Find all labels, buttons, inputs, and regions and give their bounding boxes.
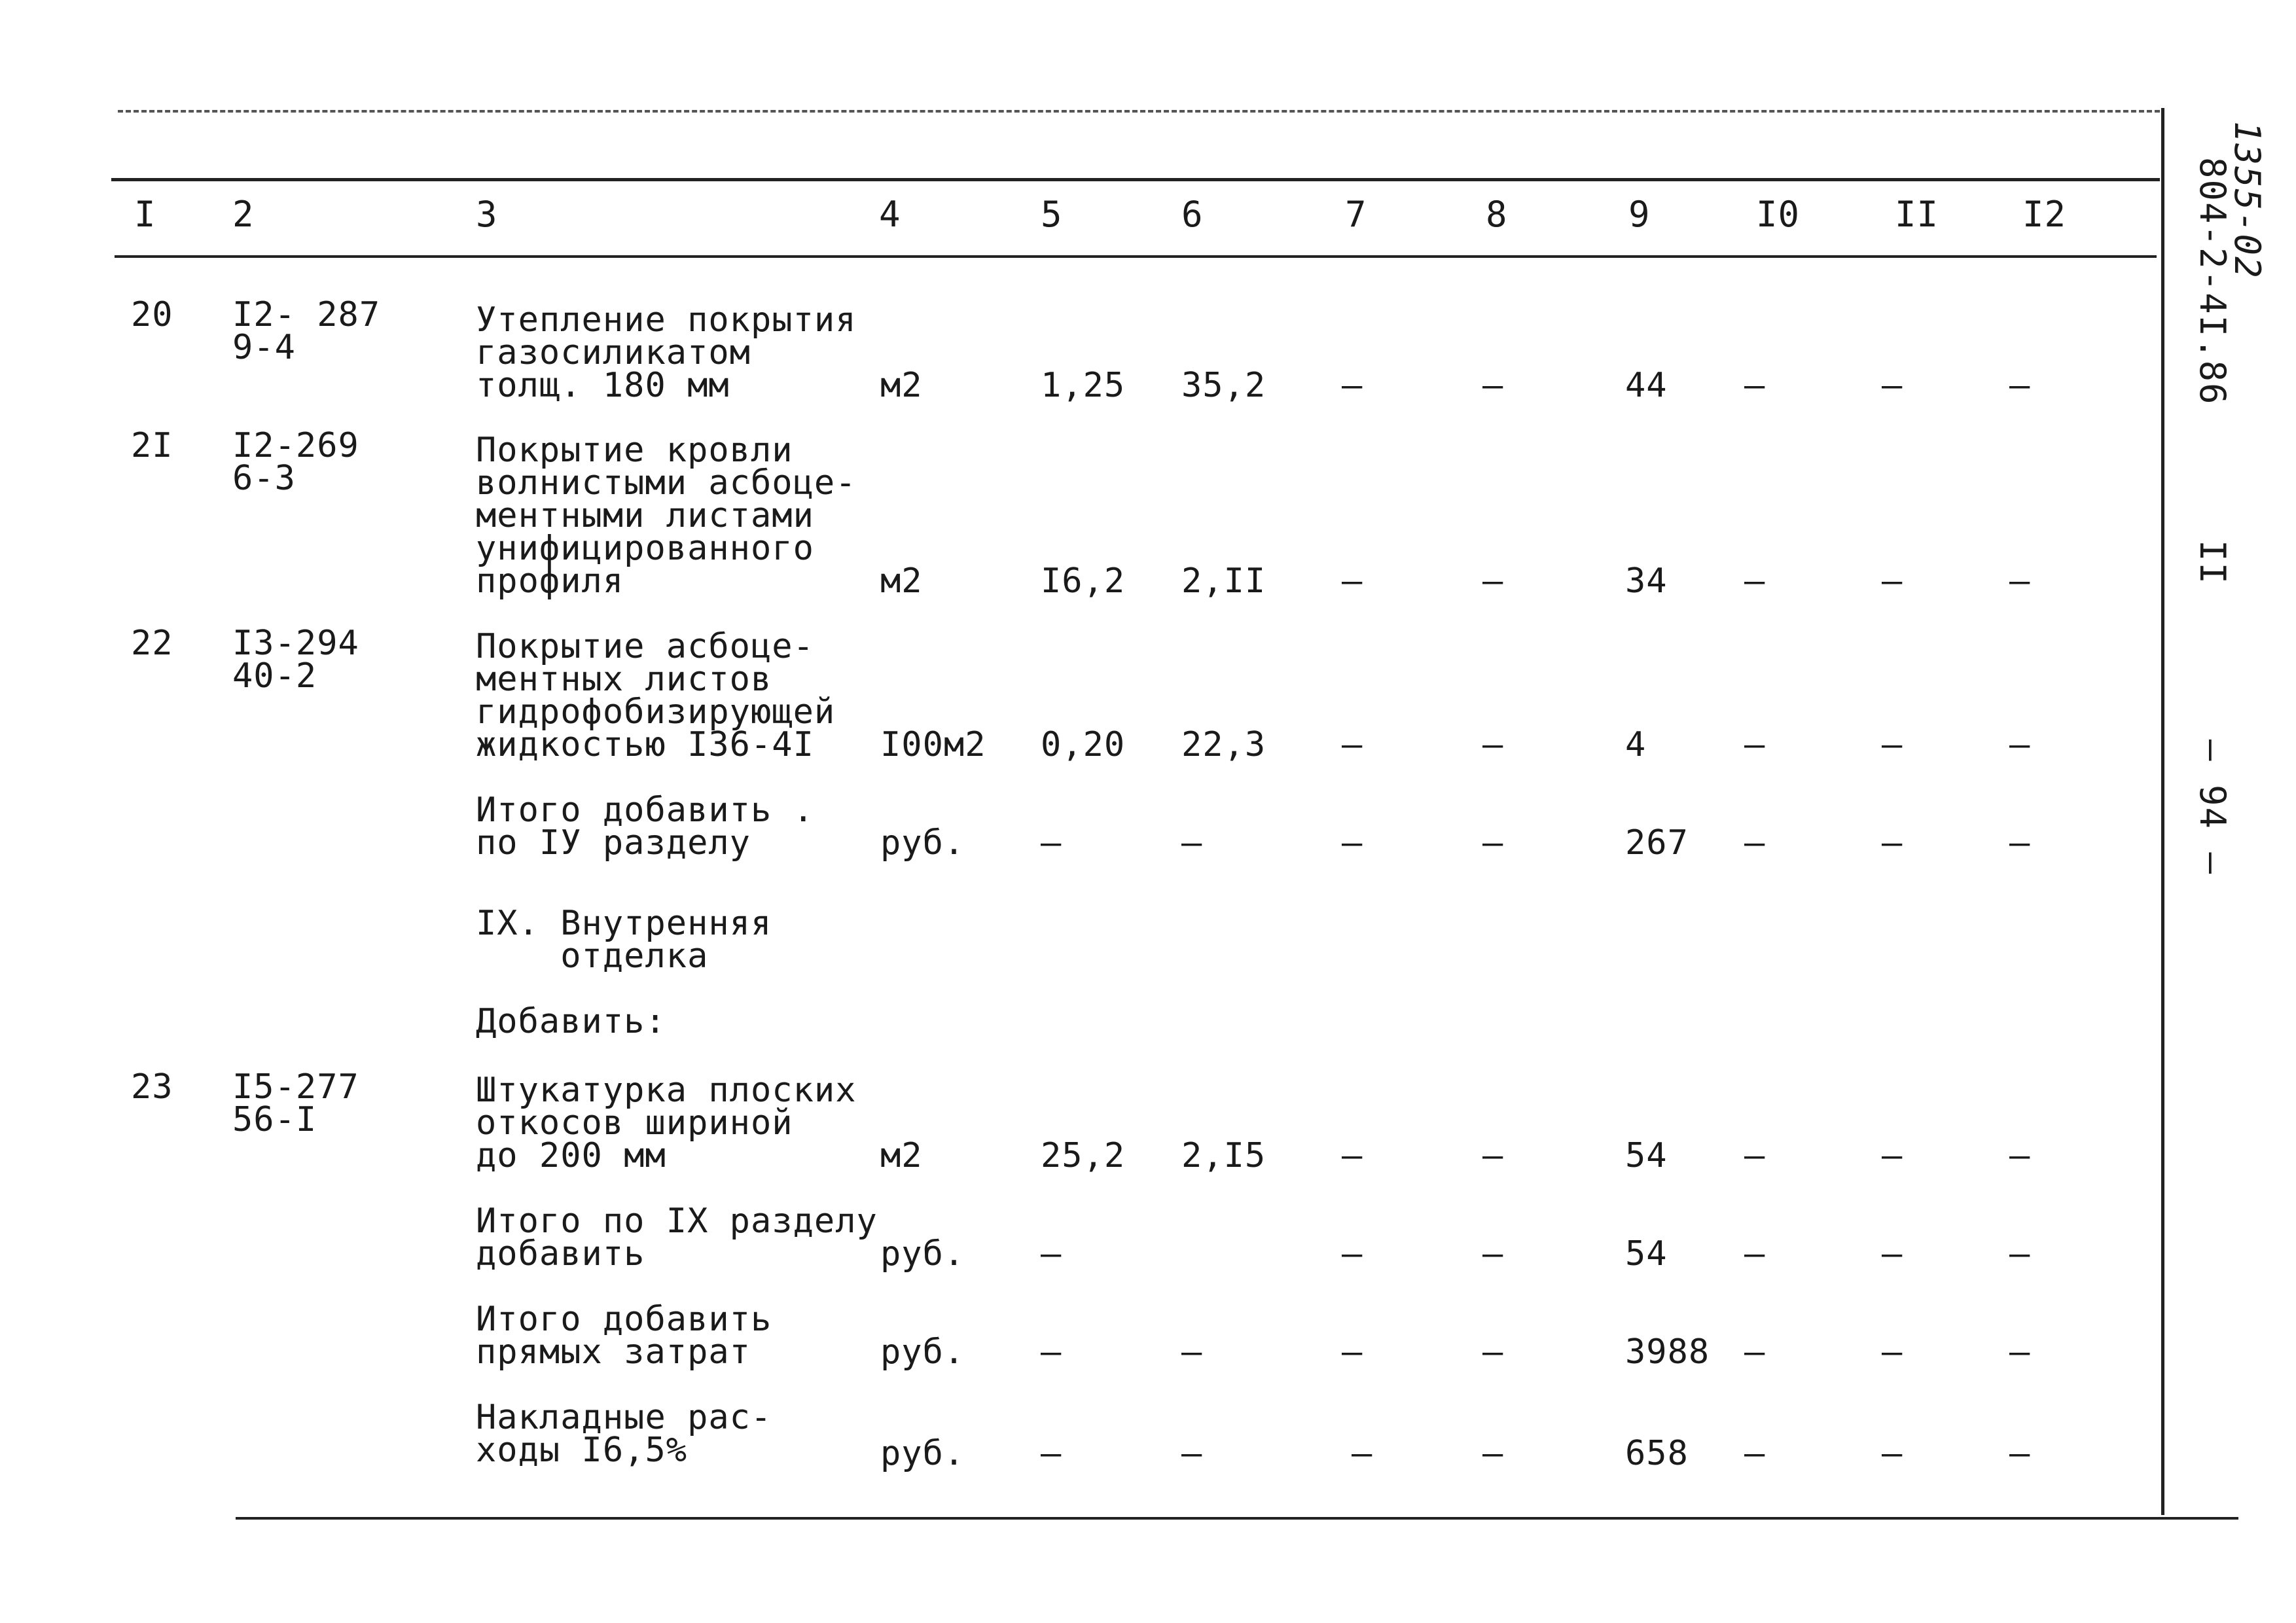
cell-col10: –	[1744, 562, 1766, 601]
column-header: 4	[879, 194, 901, 235]
cell-col10: –	[1744, 1234, 1766, 1274]
row-number: 23	[131, 1067, 173, 1107]
column-header: I2	[2022, 194, 2067, 235]
cell-col11: –	[1882, 725, 1903, 764]
work-description: Покрытие кровли	[476, 431, 793, 470]
cell-col10: –	[1744, 1434, 1766, 1473]
cell-col5: –	[1041, 823, 1062, 863]
cell-col11: –	[1882, 1332, 1903, 1372]
cell-col6: 35,2	[1181, 366, 1266, 405]
cell-col12: –	[2009, 366, 2031, 405]
cell-col12: –	[2009, 725, 2031, 764]
work-description: профиля	[476, 562, 624, 601]
column-header: I0	[1756, 194, 1801, 235]
work-description: толщ. 180 мм	[476, 366, 730, 405]
cell-col5: –	[1041, 1234, 1062, 1274]
work-description: жидкостью I36-4I	[476, 725, 814, 764]
cell-col6: 2,II	[1181, 562, 1266, 601]
cell-col9: 54	[1625, 1136, 1668, 1175]
cell-col5: –	[1041, 1332, 1062, 1372]
work-description: Итого по IX разделу	[476, 1202, 878, 1241]
stamp-code: 1355-02	[2227, 121, 2268, 279]
cell-col6: –	[1181, 1332, 1203, 1372]
top-dashed-line	[118, 110, 2160, 113]
unit: руб.	[880, 823, 965, 863]
cell-col12: –	[2009, 1234, 2031, 1274]
cell-col12: –	[2009, 1332, 2031, 1372]
cell-col11: –	[1882, 1434, 1903, 1473]
cell-col9: 3988	[1625, 1332, 1710, 1372]
cell-col9: 34	[1625, 562, 1668, 601]
work-description: ходы I6,5%	[476, 1431, 688, 1470]
column-header: 6	[1181, 194, 1204, 235]
cell-col5: 25,2	[1041, 1136, 1126, 1175]
right-frame-line	[2161, 108, 2164, 1515]
cell-col7: –	[1342, 1234, 1363, 1274]
cell-col6: –	[1181, 1434, 1203, 1473]
work-description: гидрофобизирующей	[476, 692, 836, 732]
column-header: 5	[1041, 194, 1063, 235]
cell-col9: 658	[1625, 1434, 1689, 1473]
cell-col7: –	[1342, 1136, 1363, 1175]
cell-col6: 22,3	[1181, 725, 1266, 764]
work-description: ментных листов	[476, 660, 772, 699]
work-description: газосиликатом	[476, 333, 751, 372]
cell-col10: –	[1744, 1136, 1766, 1175]
rate-code: 6-3	[232, 459, 296, 498]
cell-col6: 2,I5	[1181, 1136, 1266, 1175]
cell-col8: –	[1482, 1434, 1504, 1473]
work-description: Штукатурка плоских	[476, 1071, 857, 1110]
header-top-rule	[111, 178, 2160, 181]
cell-col11: –	[1882, 1234, 1903, 1274]
cell-col7: –	[1342, 725, 1363, 764]
work-description: Итого добавить .	[476, 791, 814, 830]
cell-col11: –	[1882, 823, 1903, 863]
row-number: 22	[131, 624, 173, 663]
cell-col7: –	[1342, 366, 1363, 405]
cell-col5: 1,25	[1041, 366, 1126, 405]
sheet-number: II	[2192, 540, 2233, 586]
bottom-rule	[236, 1517, 2238, 1520]
column-header: 2	[232, 194, 255, 235]
cell-col7: –	[1342, 1332, 1363, 1372]
rate-code: 40-2	[232, 656, 317, 696]
header-bottom-rule	[115, 255, 2157, 258]
cell-col10: –	[1744, 366, 1766, 405]
cell-col10: –	[1744, 725, 1766, 764]
cell-col9: 267	[1625, 823, 1689, 863]
work-description: по IУ разделу	[476, 823, 751, 863]
rate-code: I2- 287	[232, 295, 381, 334]
work-description: до 200 мм	[476, 1136, 666, 1175]
cell-col11: –	[1882, 366, 1903, 405]
work-description: волнистыми асбоце-	[476, 463, 857, 503]
cell-col8: –	[1482, 562, 1504, 601]
row-number: 20	[131, 295, 173, 334]
cell-col5: 0,20	[1041, 725, 1126, 764]
rate-code: I5-277	[232, 1067, 359, 1107]
cell-col9: 54	[1625, 1234, 1668, 1274]
cell-col12: –	[2009, 1434, 2031, 1473]
add-label: Добавить:	[476, 1002, 666, 1041]
work-description: ментными листами	[476, 496, 814, 535]
column-header: 3	[476, 194, 498, 235]
unit: руб.	[880, 1234, 965, 1274]
rate-code: 56-I	[232, 1100, 317, 1139]
work-description: добавить	[476, 1234, 645, 1274]
work-description: Утепление покрытия	[476, 300, 857, 340]
cell-col9: 44	[1625, 366, 1668, 405]
section-title: IX. Внутренняя	[476, 904, 772, 943]
cell-col8: –	[1482, 1136, 1504, 1175]
page-number: — 94 —	[2192, 740, 2233, 876]
unit: м2	[880, 562, 923, 601]
column-header: 9	[1628, 194, 1651, 235]
cell-col7: –	[1342, 562, 1363, 601]
row-number: 2I	[131, 426, 173, 465]
cell-col8: –	[1482, 1332, 1504, 1372]
rate-code: I3-294	[232, 624, 359, 663]
cell-col8: –	[1482, 725, 1504, 764]
cell-col5: I6,2	[1041, 562, 1126, 601]
cell-col12: –	[2009, 562, 2031, 601]
cell-col10: –	[1744, 1332, 1766, 1372]
work-description: прямых затрат	[476, 1332, 751, 1372]
document-code: 804-2-4I.86	[2192, 157, 2233, 406]
column-header: I	[134, 194, 156, 235]
cell-col7: –	[1352, 1434, 1373, 1473]
cell-col8: –	[1482, 366, 1504, 405]
work-description: Итого добавить	[476, 1300, 772, 1339]
work-description: Накладные рас-	[476, 1398, 772, 1437]
cell-col11: –	[1882, 562, 1903, 601]
cell-col7: –	[1342, 823, 1363, 863]
work-description: Покрытие асбоце-	[476, 627, 814, 666]
cell-col11: –	[1882, 1136, 1903, 1175]
work-description: откосов шириной	[476, 1103, 793, 1143]
unit: I00м2	[880, 725, 986, 764]
column-header: II	[1895, 194, 1939, 235]
unit: руб.	[880, 1332, 965, 1372]
work-description: унифицированного	[476, 529, 814, 568]
section-title: отделка	[476, 936, 709, 976]
cell-col9: 4	[1625, 725, 1647, 764]
unit: м2	[880, 1136, 923, 1175]
cell-col8: –	[1482, 1234, 1504, 1274]
rate-code: 9-4	[232, 328, 296, 367]
column-header: 7	[1345, 194, 1367, 235]
cell-col8: –	[1482, 823, 1504, 863]
cell-col12: –	[2009, 823, 2031, 863]
rate-code: I2-269	[232, 426, 359, 465]
column-header: 8	[1486, 194, 1508, 235]
cell-col6: –	[1181, 823, 1203, 863]
cell-col12: –	[2009, 1136, 2031, 1175]
unit: руб.	[880, 1434, 965, 1473]
unit: м2	[880, 366, 923, 405]
cell-col10: –	[1744, 823, 1766, 863]
cell-col5: –	[1041, 1434, 1062, 1473]
